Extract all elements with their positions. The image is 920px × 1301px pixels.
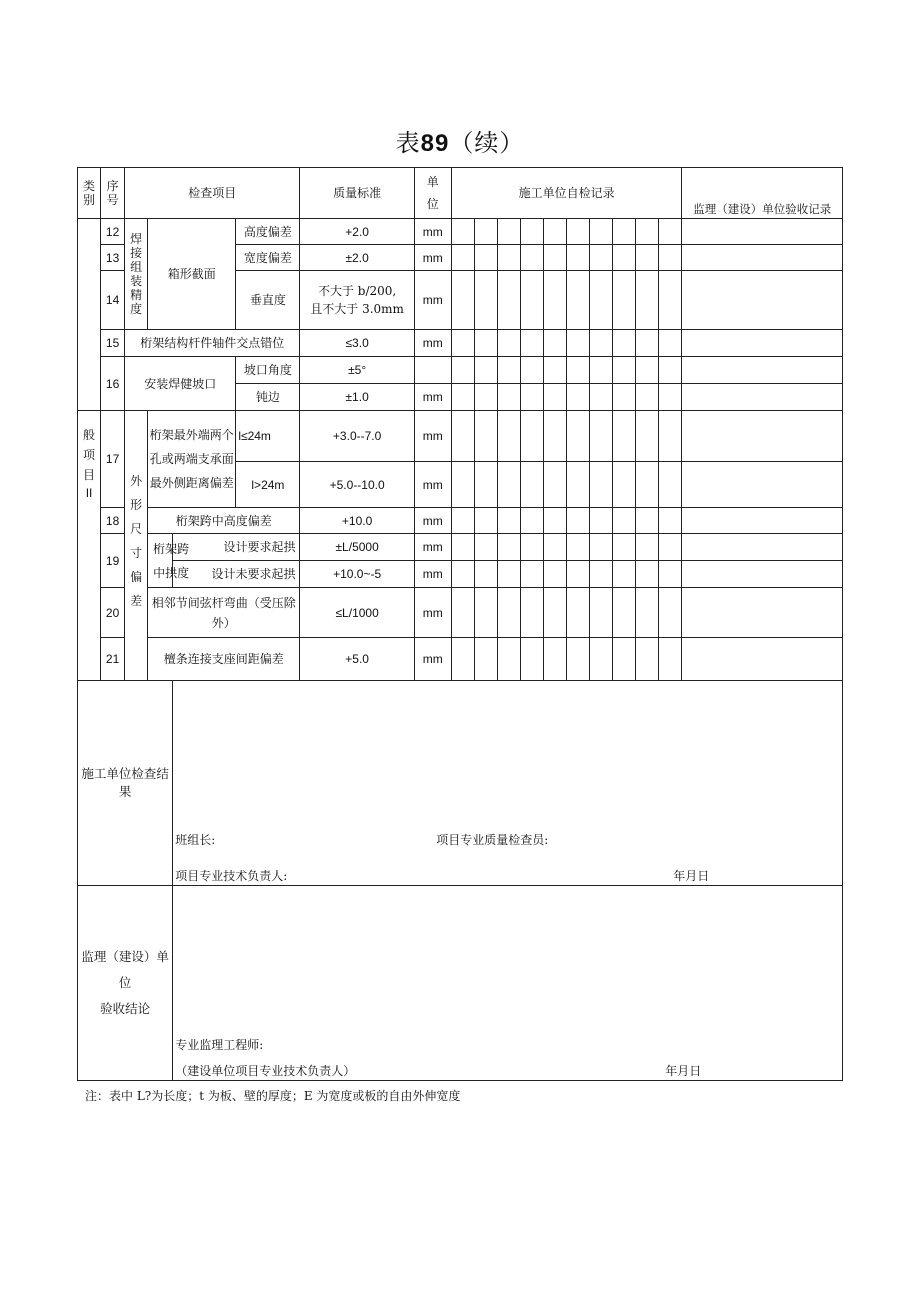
table-row <box>78 588 843 638</box>
standard-cell: 不大于 b/200, 且不大于 3.0mm <box>300 271 414 330</box>
standard-cell: ±5° <box>300 357 414 384</box>
supervision-cell <box>682 384 843 411</box>
item-cell: 设计要求起拱 <box>173 534 300 561</box>
group-weld-groove: 安装焊健坡口 <box>125 357 236 411</box>
supervising-engineer-label: 专业监理工程师: <box>175 1038 264 1052</box>
table-row <box>78 638 843 681</box>
item-cell: 坡口角度 <box>236 357 300 384</box>
unit-cell: mm <box>414 638 451 681</box>
supervision-cell <box>682 588 843 638</box>
header-self-check: 施工单位自检记录 <box>451 168 682 219</box>
item-cell: 檀条连接支座间距偏差 <box>148 638 300 681</box>
item-cell: 高度偏差 <box>236 219 300 245</box>
page-title: 表89（续） <box>395 129 525 157</box>
supervision-result-body <box>173 886 843 1081</box>
supervision-date: 年月日 <box>665 1064 702 1078</box>
seq-cell: 14 <box>101 271 125 330</box>
contractor-date: 年月日 <box>673 869 710 883</box>
standard-cell: +5.0--10.0 <box>300 462 414 508</box>
supervision-result-label: 监理（建设）单位 验收结论 <box>78 886 173 1081</box>
table-row <box>78 357 843 384</box>
unit-cell: mm <box>414 411 451 462</box>
seq-cell: 15 <box>101 330 125 357</box>
item-cell: 垂直度 <box>236 271 300 330</box>
unit-cell: mm <box>414 508 451 534</box>
group-weld-precision: 焊接组装精度 <box>125 219 148 330</box>
header-supervision: 监理（建设）单位验收记录 <box>682 168 843 219</box>
standard-cell: ≤L/1000 <box>300 588 414 638</box>
standard-cell: ±L/5000 <box>300 534 414 561</box>
unit-cell <box>414 357 451 384</box>
header-category: 类别 <box>78 168 101 219</box>
item-cell: l>24m <box>236 462 300 508</box>
client-tech-lead-label: （建设单位项目专业技术负责人） <box>175 1064 356 1078</box>
item-cell: 宽度偏差 <box>236 245 300 271</box>
standard-cell: +10.0 <box>300 508 414 534</box>
group-box-section: 箱形截面 <box>148 219 236 330</box>
supervision-cell <box>682 462 843 508</box>
unit-cell: mm <box>414 561 451 588</box>
table-row <box>78 534 843 561</box>
item-cell: 桁架跨中高度偏差 <box>148 508 300 534</box>
supervision-cell <box>682 638 843 681</box>
group-camber: 桁架跨中拱度 <box>148 534 173 588</box>
supervision-cell <box>682 411 843 462</box>
supervision-cell <box>682 357 843 384</box>
contractor-result-label: 施工单位检查结果 <box>78 681 173 886</box>
category-cell-top <box>78 219 101 411</box>
item-cell: 钝边 <box>236 384 300 411</box>
supervision-cell <box>682 508 843 534</box>
supervision-cell <box>682 561 843 588</box>
quality-inspector-label: 项目专业质量检查员: <box>436 833 549 847</box>
unit-cell: mm <box>414 330 451 357</box>
header-row <box>78 168 843 219</box>
seq-cell: 18 <box>101 508 125 534</box>
standard-cell: ≤3.0 <box>300 330 414 357</box>
contractor-result-body <box>173 681 843 886</box>
contractor-result-row <box>78 681 843 886</box>
header-unit: 单位 <box>414 168 451 219</box>
unit-cell: mm <box>414 245 451 271</box>
standard-cell: +2.0 <box>300 219 414 245</box>
supervision-cell <box>682 534 843 561</box>
seq-cell: 21 <box>101 638 125 681</box>
standard-cell: ±2.0 <box>300 245 414 271</box>
table-row <box>78 330 843 357</box>
standard-cell: +10.0~-5 <box>300 561 414 588</box>
header-check-item: 检查项目 <box>125 168 300 219</box>
team-leader-label: 班组长: <box>175 833 216 847</box>
group-end-distance: 桁架最外端两个孔或两端支承面最外侧距离偏差 <box>148 411 236 508</box>
standard-cell: +3.0--7.0 <box>300 411 414 462</box>
seq-cell: 13 <box>101 245 125 271</box>
item-cell: l≤24m <box>236 411 300 462</box>
standard-cell: +5.0 <box>300 638 414 681</box>
unit-cell: mm <box>414 384 451 411</box>
seq-cell: 20 <box>101 588 125 638</box>
supervision-cell <box>682 245 843 271</box>
item-cell: 设计未要求起拱 <box>173 561 300 588</box>
supervision-result-row <box>78 886 843 1081</box>
item-cell: 相邻节间弦杆弯曲（受压除外） <box>148 588 300 638</box>
supervision-cell <box>682 271 843 330</box>
seq-cell: 16 <box>101 357 125 411</box>
unit-cell: mm <box>414 219 451 245</box>
category-general: 般项目 II <box>78 411 101 681</box>
unit-cell: mm <box>414 462 451 508</box>
tech-lead-label: 项目专业技术负责人: <box>175 869 288 883</box>
table-row <box>78 561 843 588</box>
supervision-cell <box>682 330 843 357</box>
header-seq: 序号 <box>101 168 125 219</box>
unit-cell: mm <box>414 534 451 561</box>
footnote: 注：表中 L?为长度；t 为板、壁的厚度；E 为宽度或板的自由外伸宽度 <box>85 1089 461 1103</box>
table-row <box>78 411 843 462</box>
table-row <box>78 219 843 245</box>
seq-cell: 19 <box>101 534 125 588</box>
standard-cell: ±1.0 <box>300 384 414 411</box>
seq-cell: 17 <box>101 411 125 508</box>
group-shape-deviation: 外形尺寸偏差 <box>125 411 148 681</box>
unit-cell: mm <box>414 588 451 638</box>
header-standard: 质量标准 <box>300 168 414 219</box>
supervision-cell <box>682 219 843 245</box>
item-cell: 桁架结构杆件轴件交点错位 <box>125 330 300 357</box>
table-row <box>78 508 843 534</box>
inspection-table <box>77 167 843 1081</box>
seq-cell: 12 <box>101 219 125 245</box>
unit-cell: mm <box>414 271 451 330</box>
